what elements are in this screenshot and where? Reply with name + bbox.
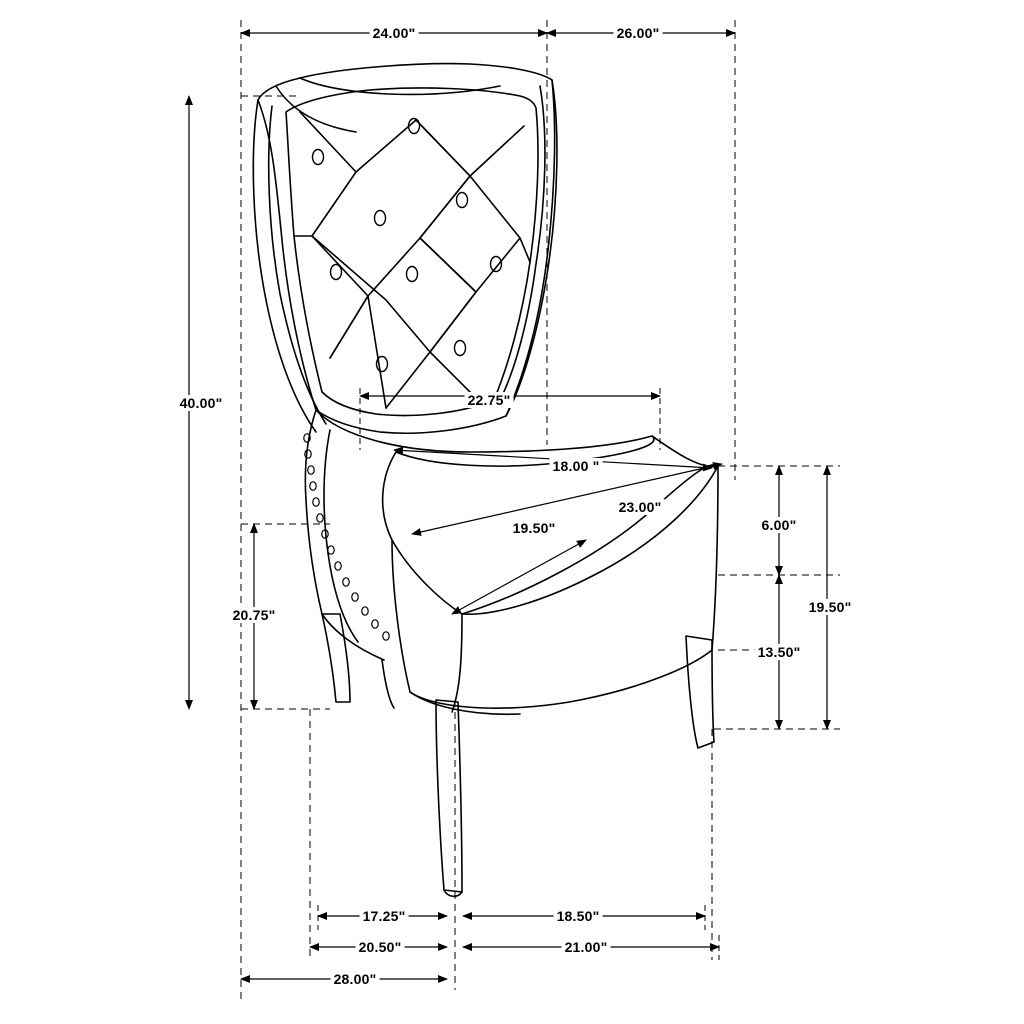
dim-top-right-width: 26.00" bbox=[614, 25, 663, 41]
dim-base-left-20-5: 20.50" bbox=[356, 939, 405, 955]
dim-seat-back-width: 22.75" bbox=[465, 392, 514, 408]
dim-rear-leg-span: 18.50" bbox=[554, 908, 603, 924]
dim-overall-height: 40.00" bbox=[177, 395, 226, 411]
chair-illustration bbox=[253, 64, 718, 897]
dimension-lines bbox=[189, 20, 840, 1000]
dim-back-rise-6: 6.00" bbox=[759, 517, 800, 533]
dim-front-leg-span: 17.25" bbox=[360, 908, 409, 924]
dim-total-side-19-5: 19.50" bbox=[806, 599, 855, 615]
dim-arm-height: 20.75" bbox=[230, 607, 279, 623]
dim-base-total-28: 28.00" bbox=[331, 971, 380, 987]
dim-seat-diagonal-23: 23.00" bbox=[616, 499, 665, 515]
dim-base-right-21: 21.00" bbox=[562, 939, 611, 955]
dim-seat-diagonal-19-5: 19.50" bbox=[510, 520, 559, 536]
dim-seat-height-13-5: 13.50" bbox=[755, 644, 804, 660]
dim-top-left-width: 24.00" bbox=[370, 25, 419, 41]
dim-seat-depth-18: 18.00 " bbox=[550, 458, 603, 474]
